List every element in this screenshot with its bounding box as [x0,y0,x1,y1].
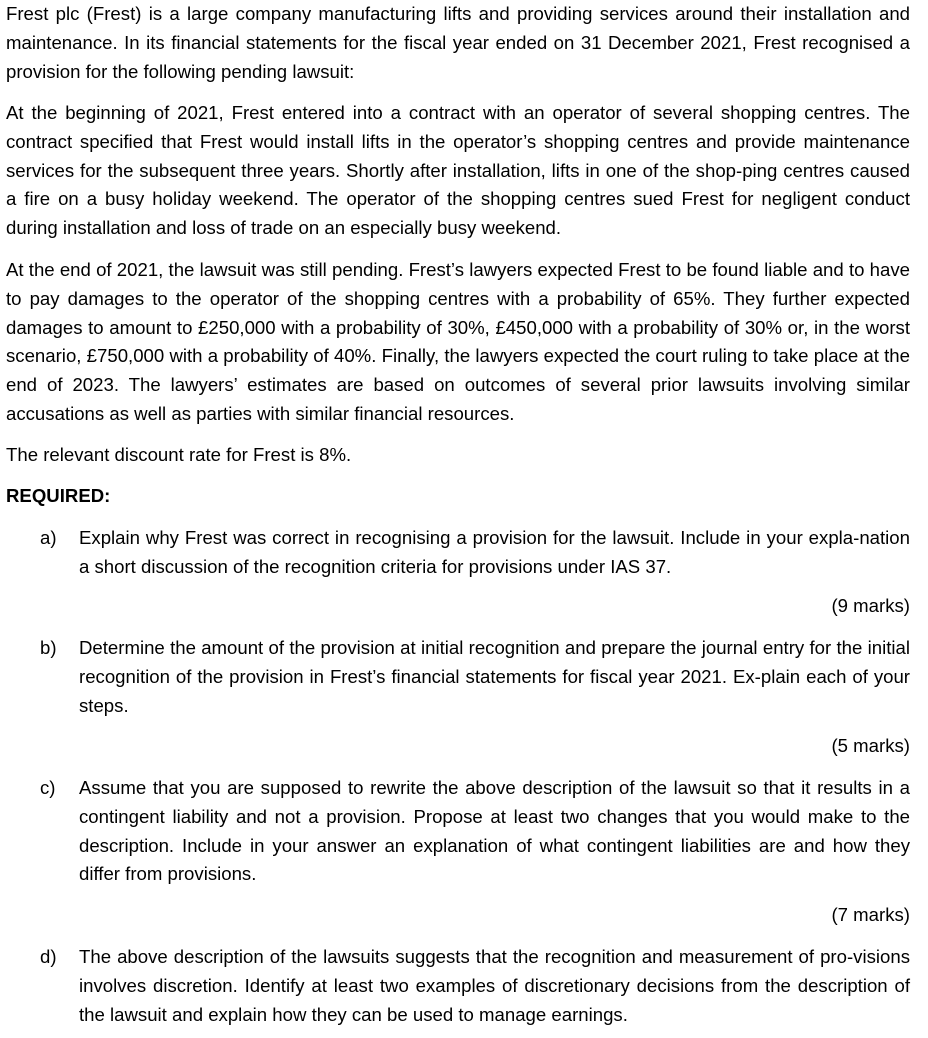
marks-b: (5 marks) [831,735,910,756]
intro-paragraph-3: At the end of 2021, the lawsuit was still pending. Frest’s lawyers expected Frest to be found liable and to have to pay damages to the operator of the shopping centres with a probability of 65%. They further expected damages to amount to £250,000 with a probability of 30%, £450,000 with a probability of 30% or, in the worst scenario, £750,000 with a probability of 40%. Finally, the lawyers expected the court ruling to take place at the end of 2023. The lawyers’ estimates are based on outcomes of several prior lawsuits involving similar accusations as well as parties with similar financial resources. [6,259,910,424]
required-heading: REQUIRED: [6,485,111,506]
question-label: a) [40,527,57,548]
question-text: Explain why Frest was correct in recognising a provision for the lawsuit. Include in your expla-nation a short discussion of the recognition criteria for provisions under IAS 37. [79,527,910,577]
question-label: b) [40,637,57,658]
question-label: c) [40,777,56,798]
question-c [40,774,910,889]
question-text: Assume that you are supposed to rewrite the above description of the lawsuit so that it results in a contingent liability and not a provision. Propose at least two changes that you would make to the description. Include in your answer an explanation of what contingent liabilities are and how they differ from provisions. [79,777,910,885]
question-d [40,943,910,1029]
discount-rate-paragraph: The relevant discount rate for Frest is 8%. [6,444,352,465]
question-text: The above description of the lawsuits suggests that the recognition and measurement of pro-visions involves discretion. Identify at least two examples of discretionary decisions from the description of the lawsuit and explain how they can be used to manage earnings. [79,946,910,1025]
marks-a: (9 marks) [831,595,910,616]
question-text: Determine the amount of the provision at initial recognition and prepare the journal entry for the initial recognition of the provision in Frest’s financial statements for fiscal year 2021. Ex-plain each of your steps. [79,637,910,716]
marks-c: (7 marks) [831,904,910,925]
question-a [40,524,910,582]
intro-paragraph-1: Frest plc (Frest) is a large company manufacturing lifts and providing services around their installation and maintenance. In its financial statements for the fiscal year ended on 31 December 2021, Frest recognised a provision for the following pending lawsuit: [6,3,910,82]
question-label: d) [40,946,57,967]
question-b [40,634,910,720]
intro-paragraph-2: At the beginning of 2021, Frest entered into a contract with an operator of several shopping centres. The contract specified that Frest would install lifts in the operator’s shopping centres and provide maintenance services for the subsequent three years. Shortly after installation, lifts in one of the shop-ping centres caused a fire on a busy holiday weekend. The operator of the shopping centres sued Frest for negligent conduct during installation and loss of trade on an especially busy weekend. [6,102,910,239]
